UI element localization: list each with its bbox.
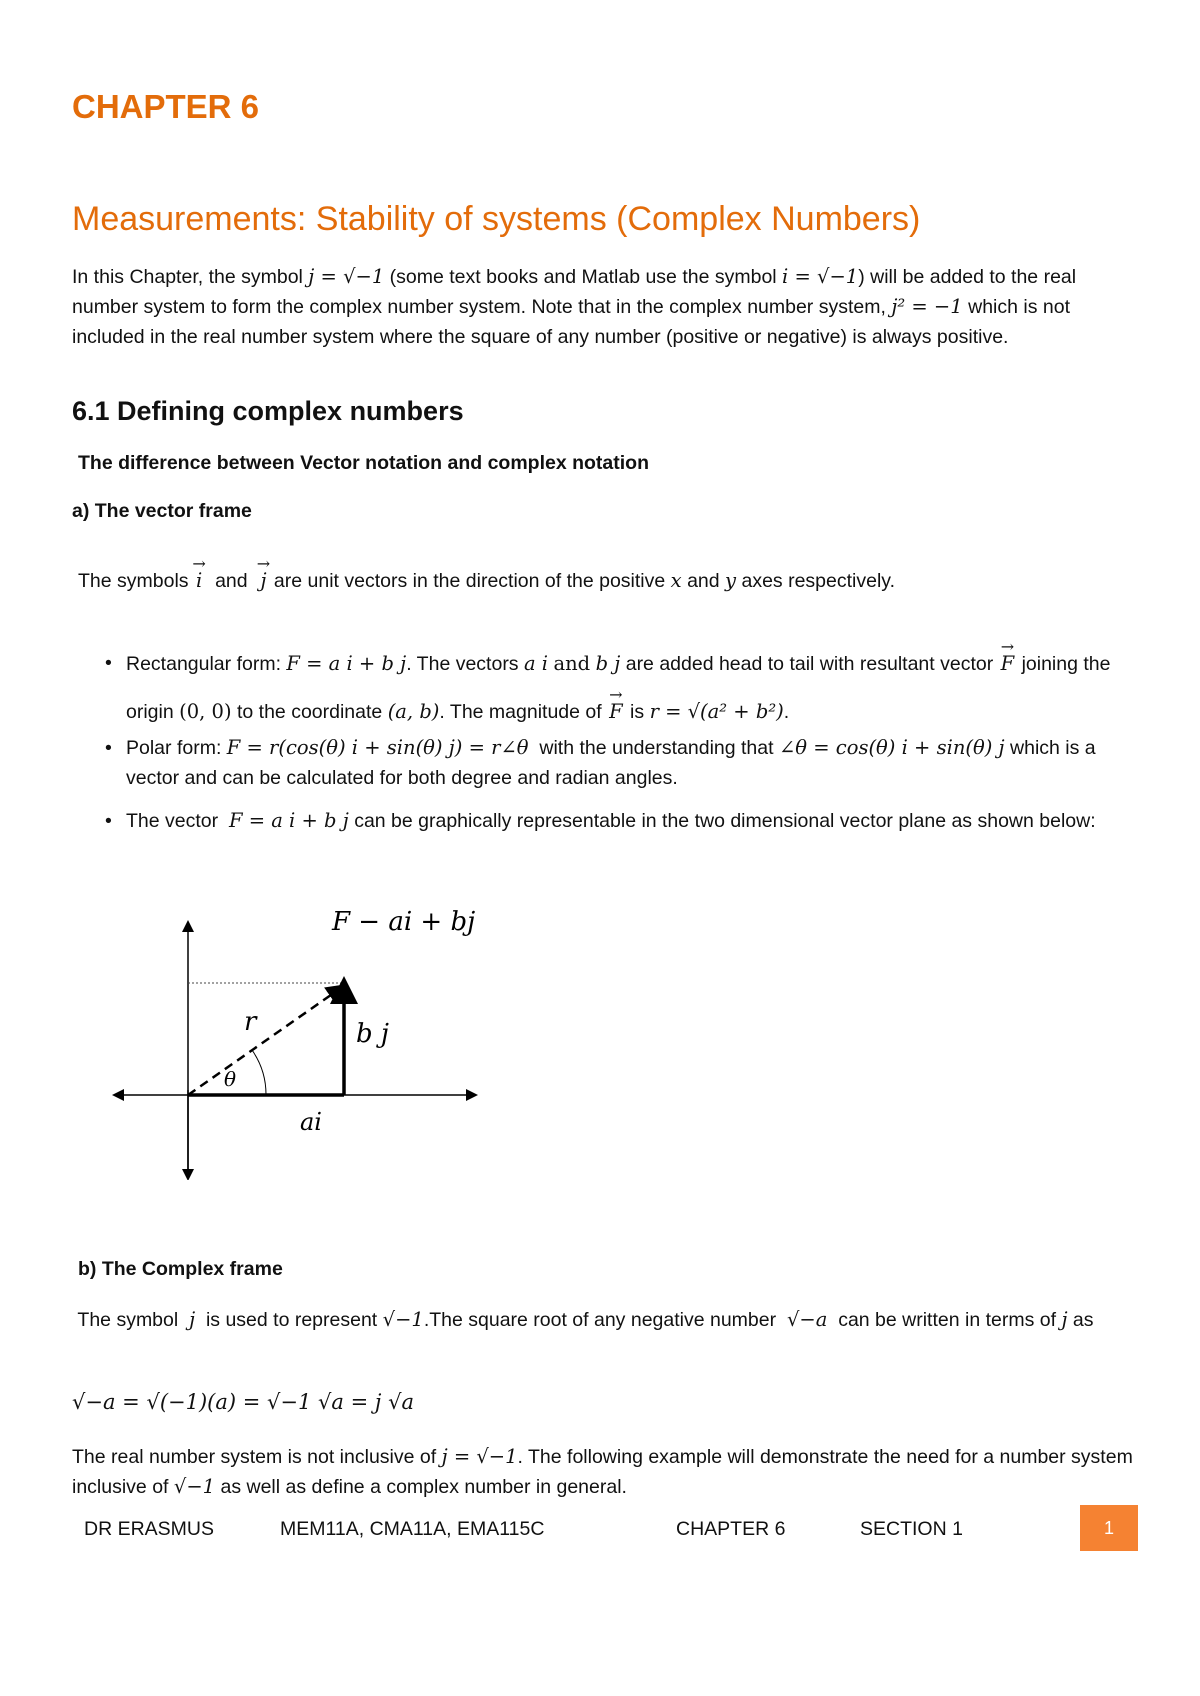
complex-frame-paragraph xyxy=(72,1305,1142,1335)
real-system-paragraph xyxy=(72,1442,1142,1502)
p2-text-1: The real number system is not inclusive of xyxy=(72,1446,437,1468)
diagram-theta-label: θ xyxy=(224,1067,237,1091)
footer-courses: MEM11A, CMA11A, EMA115C xyxy=(280,1518,545,1540)
p2-math-sqrt: √−1 xyxy=(173,1475,216,1498)
b3-text-2: can be graphically representable in the two dimensional vector plane as shown below: xyxy=(354,810,1096,832)
footer-chapter: CHAPTER 6 xyxy=(676,1518,786,1540)
cf-j: j xyxy=(189,1308,196,1331)
bullet-icon: • xyxy=(105,810,112,832)
unit-vector-j: → j xyxy=(258,566,268,596)
cf-text-4: can be written in terms of xyxy=(838,1309,1057,1331)
diagram-bj-label: b j xyxy=(356,1019,389,1049)
angle-arc xyxy=(252,1050,266,1095)
bullet-icon: • xyxy=(105,652,112,674)
subheading: The difference between Vector notation and complex notation xyxy=(78,452,649,474)
b1-text-1: Rectangular form: xyxy=(126,653,281,675)
vf-text-2: are unit vectors in the direction of the positive xyxy=(273,570,666,592)
b2-text-2: with the understanding that xyxy=(539,737,774,759)
b1-math-coord: (a, b) xyxy=(387,700,440,723)
b2-math-angle: ∠θ = cos(θ) i + sin(θ) j xyxy=(778,736,1005,759)
b1-text-6: to the coordinate xyxy=(236,701,383,723)
vector-frame-paragraph xyxy=(78,566,1148,596)
b2-math-polar: F = r(cos(θ) i + sin(θ) j) = r∠θ xyxy=(226,736,529,759)
bullet-polar-form xyxy=(105,733,1136,793)
footer-author: DR ERASMUS xyxy=(84,1518,215,1540)
b2-text-3: which is a vector and can be calculated for both degree and radian angles. xyxy=(126,737,1096,789)
complex-frame-label: b) The Complex frame xyxy=(78,1258,283,1280)
intro-paragraph xyxy=(72,262,1142,352)
b1-math-bj: b j xyxy=(595,652,621,675)
vf-x: x xyxy=(670,569,682,592)
diagram-ai-label: ai xyxy=(300,1108,322,1136)
b1-text-2: . The vectors xyxy=(406,653,519,675)
p2-text-2: . The following example will demonstrate the need for a number system inclusive of xyxy=(72,1446,1133,1498)
b1-and: and xyxy=(553,652,591,675)
b3-math-F: F = a i + b j xyxy=(228,809,349,832)
vector-frame-label: a) The vector frame xyxy=(72,500,252,522)
vector-diagram xyxy=(110,890,490,1180)
cf-math-sqrt-neg-a: √−a xyxy=(786,1308,828,1331)
diagram-equation: F − ai + bj xyxy=(332,907,476,937)
b1-text-4: vector xyxy=(940,653,994,675)
vf-text-1: The symbols xyxy=(78,570,189,592)
bullet-icon: • xyxy=(105,737,112,759)
unit-vector-i: → i xyxy=(194,566,204,596)
b2-text-1: Polar form: xyxy=(126,737,222,759)
b1-text-8: is xyxy=(630,701,645,723)
p2-math-j: j = √−1 xyxy=(441,1445,518,1468)
cf-j-2: j xyxy=(1061,1308,1068,1331)
vf-and-2: and xyxy=(687,570,720,592)
vector-F xyxy=(188,990,338,1095)
vf-and: and xyxy=(215,570,248,592)
vf-text-3: axes respectively. xyxy=(741,570,896,592)
b1-text-5: joining the origin xyxy=(126,653,1111,723)
bullet-graphical xyxy=(105,806,1136,836)
cf-text-1: The symbol xyxy=(77,1309,179,1331)
b1-vector-F-2: → F xyxy=(607,688,625,735)
intro-math-i: i = √−1 xyxy=(782,265,859,288)
intro-text-3: ) will be added to xyxy=(858,266,1006,288)
intro-text-1: In this Chapter, the symbol xyxy=(72,266,303,288)
cf-text-5: as xyxy=(1072,1309,1094,1331)
page-title: Measurements: Stability of systems (Complex Numbers) xyxy=(72,200,921,238)
complex-equation: √−a = √(−1)(a) = √−1 √a = j √a xyxy=(72,1390,414,1414)
intro-text-4: the real number system to form the complex number system. Note that in the complex number system, xyxy=(72,266,1077,318)
b1-math-F: F = a i + b j xyxy=(286,652,407,675)
bullet-rectangular-form: • Rectangular form: F = a i + b j. The vectors a i and b j are added head to tail with resultant vector → F joining the origin (0, 0) to the coordinate (a, b). The magnitude of → F is r = √(a² + b²). xyxy=(126,640,1136,736)
intro-text-5: which is not included in the real number system where the square of any number (positive or negative) is always positive. xyxy=(72,296,1070,348)
b1-text-3: are added head to tail with resultant xyxy=(625,653,935,675)
p2-text-3: as well as define a complex number in general. xyxy=(220,1476,627,1498)
b3-text-1: The vector xyxy=(126,810,219,832)
intro-math-jsq: j² = −1 xyxy=(891,295,963,318)
cf-text-3: .The square root of any negative number xyxy=(423,1309,777,1331)
page-number-badge: 1 xyxy=(1080,1505,1138,1551)
b1-math-magnitude: r = √(a² + b²) xyxy=(649,700,784,723)
b1-math-ai: a i xyxy=(523,652,549,675)
cf-text-2: is used to represent xyxy=(205,1309,378,1331)
section-title: 6.1 Defining complex numbers xyxy=(72,396,464,426)
cf-math-sqrt-neg1: √−1 xyxy=(382,1308,424,1331)
intro-math-j: j = √−1 xyxy=(308,265,385,288)
intro-text-2: (some text books and Matlab use the symbol xyxy=(389,266,777,288)
chapter-heading: CHAPTER 6 xyxy=(72,88,260,125)
footer-section: SECTION 1 xyxy=(860,1518,963,1540)
vf-y: y xyxy=(725,569,737,592)
b1-text-7: . The magnitude of xyxy=(439,701,602,723)
b1-vector-F: → F xyxy=(999,640,1017,687)
diagram-r-label: r xyxy=(244,1007,257,1037)
b1-math-origin: (0, 0) xyxy=(179,700,232,723)
